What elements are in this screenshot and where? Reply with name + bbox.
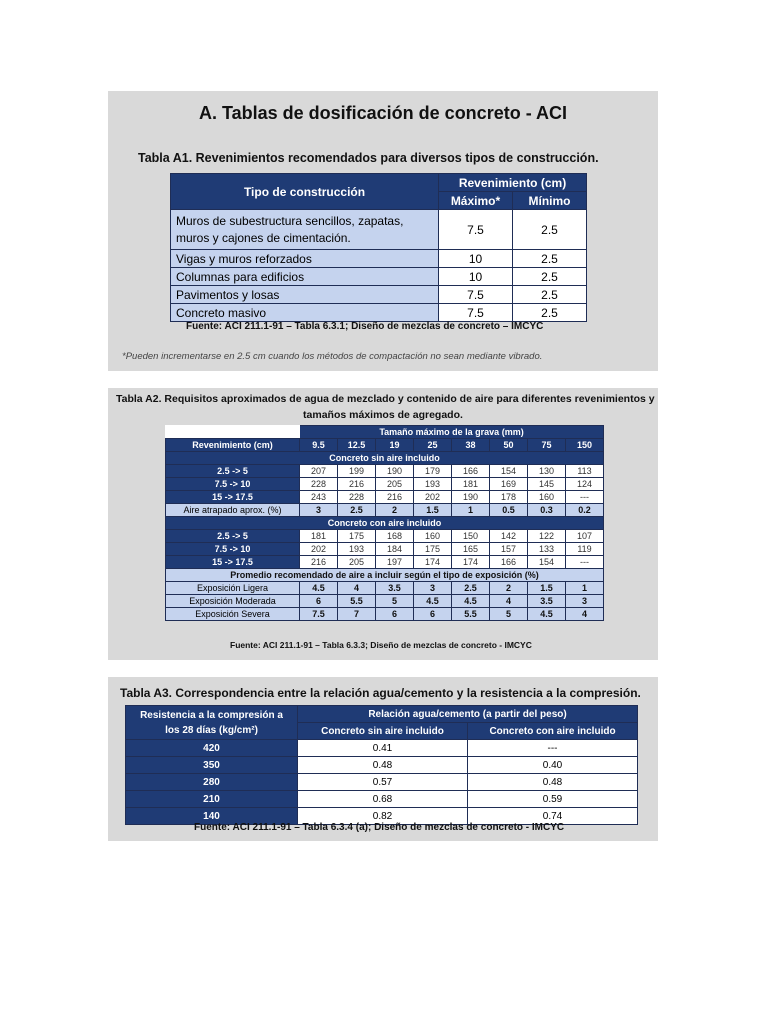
size-header: 25 bbox=[414, 439, 452, 452]
table-row bbox=[126, 774, 638, 791]
table-row bbox=[171, 286, 587, 304]
table-row bbox=[171, 268, 587, 286]
cell: 0.2 bbox=[566, 504, 604, 517]
cell: 7 bbox=[338, 608, 376, 621]
cell: 193 bbox=[338, 543, 376, 556]
cell-strength: 140 bbox=[126, 808, 298, 825]
table-a2 bbox=[165, 425, 604, 621]
cell: 150 bbox=[452, 530, 490, 543]
cell-air: 0.74 bbox=[468, 808, 638, 825]
header-slump: Revenimiento (cm) bbox=[439, 174, 587, 192]
cell: 142 bbox=[490, 530, 528, 543]
cell-air: 0.40 bbox=[468, 757, 638, 774]
page-title: A. Tablas de dosificación de concreto - ACI bbox=[198, 103, 568, 123]
cell: 228 bbox=[300, 478, 338, 491]
cell-max: 7.5 bbox=[439, 210, 513, 250]
header-air: Concreto con aire incluido bbox=[468, 723, 638, 740]
cell: 4 bbox=[490, 595, 528, 608]
cell: 178 bbox=[490, 491, 528, 504]
cell: 216 bbox=[376, 491, 414, 504]
table-row bbox=[166, 478, 604, 491]
cell: 165 bbox=[452, 543, 490, 556]
trapped-air-label: Aire atrapado aprox. (%) bbox=[166, 504, 300, 517]
cell-no-air: 0.57 bbox=[298, 774, 468, 791]
cell: 4.5 bbox=[414, 595, 452, 608]
cell: 133 bbox=[528, 543, 566, 556]
header-compressive-strength bbox=[126, 706, 298, 740]
cell: 2.5 bbox=[452, 582, 490, 595]
table-row bbox=[166, 608, 604, 621]
table-row bbox=[166, 504, 604, 517]
header-res-line1: Resistencia a la compresión a bbox=[140, 709, 283, 721]
cell: 166 bbox=[452, 465, 490, 478]
cell: 113 bbox=[566, 465, 604, 478]
cell-max: 7.5 bbox=[439, 304, 513, 322]
cell: 4 bbox=[338, 582, 376, 595]
table-row bbox=[166, 465, 604, 478]
cell-min: 2.5 bbox=[513, 286, 587, 304]
cell-air: --- bbox=[468, 740, 638, 757]
cell-air: 0.59 bbox=[468, 791, 638, 808]
cell: 174 bbox=[414, 556, 452, 569]
row-label: Exposición Ligera bbox=[166, 582, 300, 595]
cell: 119 bbox=[566, 543, 604, 556]
header-res-line2: los 28 días (kg/cm²) bbox=[165, 724, 258, 736]
cell: 175 bbox=[338, 530, 376, 543]
table-row bbox=[126, 740, 638, 757]
cell-type: Vigas y muros reforzados bbox=[171, 250, 439, 268]
cell: 145 bbox=[528, 478, 566, 491]
table-a1-caption: Tabla A1. Revenimientos recomendados para diversos tipos de construcción. bbox=[138, 151, 599, 165]
row-label: 2.5 -> 5 bbox=[166, 530, 300, 543]
cell: 174 bbox=[452, 556, 490, 569]
table-a3 bbox=[125, 705, 638, 825]
header-no-air: Concreto sin aire incluido bbox=[298, 723, 468, 740]
row-label: 15 -> 17.5 bbox=[166, 491, 300, 504]
table-a1-source: Fuente: ACI 211.1-91 – Tabla 6.3.1; Diseño de mezclas de concreto – IMCYC bbox=[186, 321, 544, 332]
table-a2-caption-line1: Tabla A2. Requisitos aproximados de agua de mezclado y contenido de aire para diferentes revenimientos y bbox=[116, 393, 655, 405]
header-min: Mínimo bbox=[513, 192, 587, 210]
cell: 166 bbox=[490, 556, 528, 569]
table-row bbox=[166, 543, 604, 556]
table-row bbox=[171, 210, 587, 250]
cell: 124 bbox=[566, 478, 604, 491]
cell: 202 bbox=[414, 491, 452, 504]
header-wc-ratio: Relación agua/cemento (a partir del peso) bbox=[298, 706, 638, 723]
table-a3-rows bbox=[126, 740, 638, 825]
table-a3-caption: Tabla A3. Correspondencia entre la relación agua/cemento y la resistencia a la compresión. bbox=[120, 686, 641, 700]
cell: 1 bbox=[452, 504, 490, 517]
cell: 4.5 bbox=[528, 608, 566, 621]
cell: 157 bbox=[490, 543, 528, 556]
size-header: 50 bbox=[490, 439, 528, 452]
cell-no-air: 0.41 bbox=[298, 740, 468, 757]
cell: 154 bbox=[490, 465, 528, 478]
cell-max: 10 bbox=[439, 250, 513, 268]
size-header: 12.5 bbox=[338, 439, 376, 452]
cell: 4.5 bbox=[452, 595, 490, 608]
cell: 6 bbox=[376, 608, 414, 621]
cell: 107 bbox=[566, 530, 604, 543]
cell: 190 bbox=[452, 491, 490, 504]
cell: 3.5 bbox=[376, 582, 414, 595]
cell: 205 bbox=[338, 556, 376, 569]
size-header: 150 bbox=[566, 439, 604, 452]
cell: 5.5 bbox=[338, 595, 376, 608]
cell: 2.5 bbox=[338, 504, 376, 517]
cell-min: 2.5 bbox=[513, 250, 587, 268]
cell: 1.5 bbox=[414, 504, 452, 517]
cell: 243 bbox=[300, 491, 338, 504]
cell: 2 bbox=[376, 504, 414, 517]
table-a1-footnote: *Pueden incrementarse en 2.5 cm cuando los métodos de compactación no sean mediante vibrado. bbox=[122, 351, 543, 362]
cell: 0.5 bbox=[490, 504, 528, 517]
cell: 193 bbox=[414, 478, 452, 491]
table-row bbox=[166, 582, 604, 595]
table-a3-panel bbox=[108, 677, 658, 841]
header-max: Máximo* bbox=[439, 192, 513, 210]
table-row bbox=[166, 556, 604, 569]
cell: 7.5 bbox=[300, 608, 338, 621]
row-label: Exposición Moderada bbox=[166, 595, 300, 608]
cell-min: 2.5 bbox=[513, 304, 587, 322]
cell: 5 bbox=[490, 608, 528, 621]
cell: 3 bbox=[414, 582, 452, 595]
cell: 2 bbox=[490, 582, 528, 595]
cell: 197 bbox=[376, 556, 414, 569]
cell: 4 bbox=[566, 608, 604, 621]
row-label: 7.5 -> 10 bbox=[166, 543, 300, 556]
air-rows bbox=[166, 530, 604, 569]
cell-type: Columnas para edificios bbox=[171, 268, 439, 286]
cell: 199 bbox=[338, 465, 376, 478]
table-a1-panel bbox=[108, 91, 658, 371]
row-label: 7.5 -> 10 bbox=[166, 478, 300, 491]
table-row bbox=[171, 304, 587, 322]
cell: 6 bbox=[414, 608, 452, 621]
cell: 160 bbox=[528, 491, 566, 504]
cell-no-air: 0.82 bbox=[298, 808, 468, 825]
cell: 3.5 bbox=[528, 595, 566, 608]
exposure-rows bbox=[166, 582, 604, 621]
table-a1 bbox=[170, 173, 587, 322]
cell: 5.5 bbox=[452, 608, 490, 621]
table-a2-panel bbox=[108, 388, 658, 660]
row-label: Exposición Severa bbox=[166, 608, 300, 621]
table-a2-caption-line2: tamaños máximos de agregado. bbox=[303, 409, 463, 421]
cell: 154 bbox=[528, 556, 566, 569]
row-label: 2.5 -> 5 bbox=[166, 465, 300, 478]
cell: 1.5 bbox=[528, 582, 566, 595]
size-header: 75 bbox=[528, 439, 566, 452]
table-a3-source: Fuente: ACI 211.1-91 – Tabla 6.3.4 (a); Diseño de mezclas de concreto - IMCYC bbox=[194, 822, 565, 833]
cell: 190 bbox=[376, 465, 414, 478]
section-avg-air: Promedio recomendado de aire a incluir según el tipo de exposición (%) bbox=[166, 569, 604, 582]
cell-strength: 280 bbox=[126, 774, 298, 791]
cell-type: Muros de subestructura sencillos, zapatas, muros y cajones de cimentación. bbox=[171, 210, 439, 250]
cell: --- bbox=[566, 491, 604, 504]
cell: 4.5 bbox=[300, 582, 338, 595]
table-row bbox=[126, 791, 638, 808]
cell: 3 bbox=[300, 504, 338, 517]
cell-min: 2.5 bbox=[513, 210, 587, 250]
table-row bbox=[171, 250, 587, 268]
cell: 202 bbox=[300, 543, 338, 556]
cell: 179 bbox=[414, 465, 452, 478]
header-max-aggregate-size: Tamaño máximo de la grava (mm) bbox=[300, 426, 604, 439]
cell: 216 bbox=[338, 478, 376, 491]
cell: 168 bbox=[376, 530, 414, 543]
header-construction-type: Tipo de construcción bbox=[171, 174, 439, 210]
cell: 122 bbox=[528, 530, 566, 543]
cell: 181 bbox=[452, 478, 490, 491]
section-air: Concreto con aire incluido bbox=[166, 517, 604, 530]
cell: 0.3 bbox=[528, 504, 566, 517]
cell: 6 bbox=[300, 595, 338, 608]
cell-strength: 420 bbox=[126, 740, 298, 757]
cell-type: Pavimentos y losas bbox=[171, 286, 439, 304]
section-no-air: Concreto sin aire incluido bbox=[166, 452, 604, 465]
cell-strength: 210 bbox=[126, 791, 298, 808]
table-row bbox=[166, 530, 604, 543]
table-row bbox=[166, 595, 604, 608]
table-row bbox=[166, 491, 604, 504]
cell: 3 bbox=[566, 595, 604, 608]
row-label: 15 -> 17.5 bbox=[166, 556, 300, 569]
cell-no-air: 0.68 bbox=[298, 791, 468, 808]
cell: 228 bbox=[338, 491, 376, 504]
cell: 5 bbox=[376, 595, 414, 608]
cell: 160 bbox=[414, 530, 452, 543]
size-header: 19 bbox=[376, 439, 414, 452]
cell-air: 0.48 bbox=[468, 774, 638, 791]
cell: 184 bbox=[376, 543, 414, 556]
cell: 175 bbox=[414, 543, 452, 556]
cell: 169 bbox=[490, 478, 528, 491]
cell: 181 bbox=[300, 530, 338, 543]
header-slump: Revenimiento (cm) bbox=[166, 439, 300, 452]
cell: --- bbox=[566, 556, 604, 569]
no-air-rows bbox=[166, 465, 604, 504]
cell: 1 bbox=[566, 582, 604, 595]
cell-strength: 350 bbox=[126, 757, 298, 774]
cell: 130 bbox=[528, 465, 566, 478]
cell: 207 bbox=[300, 465, 338, 478]
cell-no-air: 0.48 bbox=[298, 757, 468, 774]
cell-type: Concreto masivo bbox=[171, 304, 439, 322]
table-a2-source: Fuente: ACI 211.1-91 – Tabla 6.3.3; Diseño de mezclas de concreto - IMCYC bbox=[230, 640, 532, 650]
cell-max: 10 bbox=[439, 268, 513, 286]
cell: 216 bbox=[300, 556, 338, 569]
size-header: 9.5 bbox=[300, 439, 338, 452]
cell-max: 7.5 bbox=[439, 286, 513, 304]
cell: 205 bbox=[376, 478, 414, 491]
size-header: 38 bbox=[452, 439, 490, 452]
cell-min: 2.5 bbox=[513, 268, 587, 286]
table-row bbox=[126, 757, 638, 774]
